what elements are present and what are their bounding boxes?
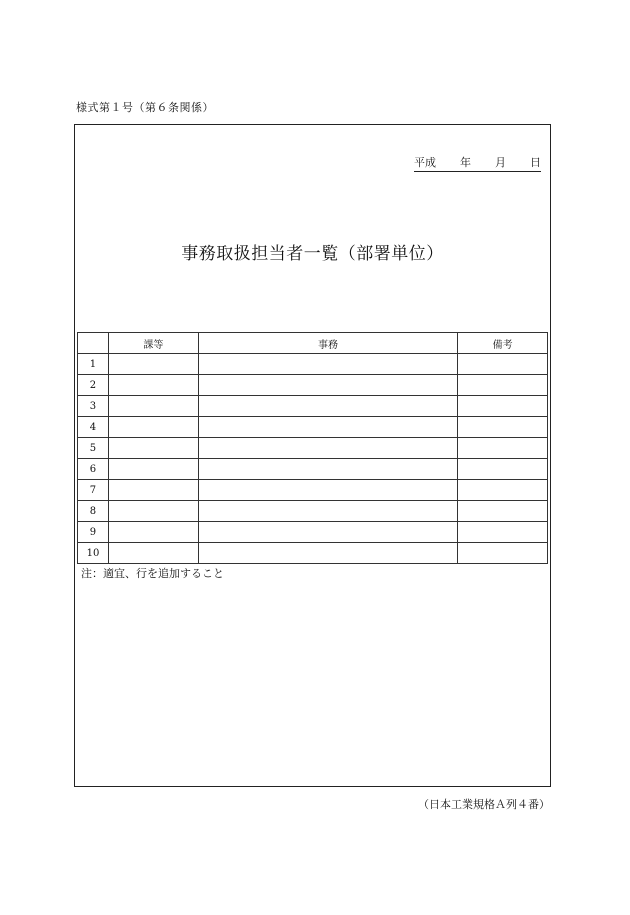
- row-number: 1: [78, 354, 109, 375]
- row-number: 6: [78, 459, 109, 480]
- row-number: 3: [78, 396, 109, 417]
- table-row: [78, 396, 548, 417]
- date-era: 平成: [414, 156, 436, 169]
- form-number: 様式第１号（第６条関係）: [76, 101, 214, 114]
- date-day: 日: [530, 156, 541, 169]
- header-section: 課等: [108, 333, 198, 354]
- section-cell: [108, 543, 198, 564]
- task-cell: [198, 501, 457, 522]
- task-cell: [198, 354, 457, 375]
- row-number: 5: [78, 438, 109, 459]
- remarks-cell: [458, 354, 548, 375]
- table-row: [78, 522, 548, 543]
- date-line: [414, 154, 541, 172]
- table-row: [78, 480, 548, 501]
- section-cell: [108, 501, 198, 522]
- date-year: 年: [460, 156, 471, 169]
- header-task: 事務: [198, 333, 457, 354]
- remarks-cell: [458, 396, 548, 417]
- table-note: 注：適宜、行を追加すること: [81, 567, 224, 580]
- section-cell: [108, 438, 198, 459]
- remarks-cell: [458, 522, 548, 543]
- remarks-cell: [458, 501, 548, 522]
- row-number: 10: [78, 543, 109, 564]
- table-row: [78, 417, 548, 438]
- remarks-cell: [458, 459, 548, 480]
- task-cell: [198, 375, 457, 396]
- staff-table: [77, 332, 548, 564]
- task-cell: [198, 522, 457, 543]
- table-row: [78, 459, 548, 480]
- remarks-cell: [458, 543, 548, 564]
- section-cell: [108, 375, 198, 396]
- row-number: 7: [78, 480, 109, 501]
- table-row: [78, 501, 548, 522]
- row-number: 2: [78, 375, 109, 396]
- table-row: [78, 354, 548, 375]
- section-cell: [108, 459, 198, 480]
- task-cell: [198, 396, 457, 417]
- document-title: 事務取扱担当者一覧（部署単位）: [181, 244, 444, 264]
- row-number: 8: [78, 501, 109, 522]
- header-number: [78, 333, 109, 354]
- remarks-cell: [458, 417, 548, 438]
- row-number: 4: [78, 417, 109, 438]
- remarks-cell: [458, 480, 548, 501]
- task-cell: [198, 543, 457, 564]
- section-cell: [108, 417, 198, 438]
- form-frame: [74, 124, 551, 787]
- task-cell: [198, 459, 457, 480]
- section-cell: [108, 396, 198, 417]
- table-header-row: [78, 333, 548, 354]
- table-row: [78, 543, 548, 564]
- task-cell: [198, 438, 457, 459]
- section-cell: [108, 354, 198, 375]
- section-cell: [108, 522, 198, 543]
- task-cell: [198, 480, 457, 501]
- paper-size-note: （日本工業規格Ａ列４番）: [418, 798, 550, 811]
- header-remarks: 備考: [458, 333, 548, 354]
- row-number: 9: [78, 522, 109, 543]
- task-cell: [198, 417, 457, 438]
- section-cell: [108, 480, 198, 501]
- remarks-cell: [458, 438, 548, 459]
- remarks-cell: [458, 375, 548, 396]
- table-row: [78, 438, 548, 459]
- date-month: 月: [495, 156, 506, 169]
- table-row: [78, 375, 548, 396]
